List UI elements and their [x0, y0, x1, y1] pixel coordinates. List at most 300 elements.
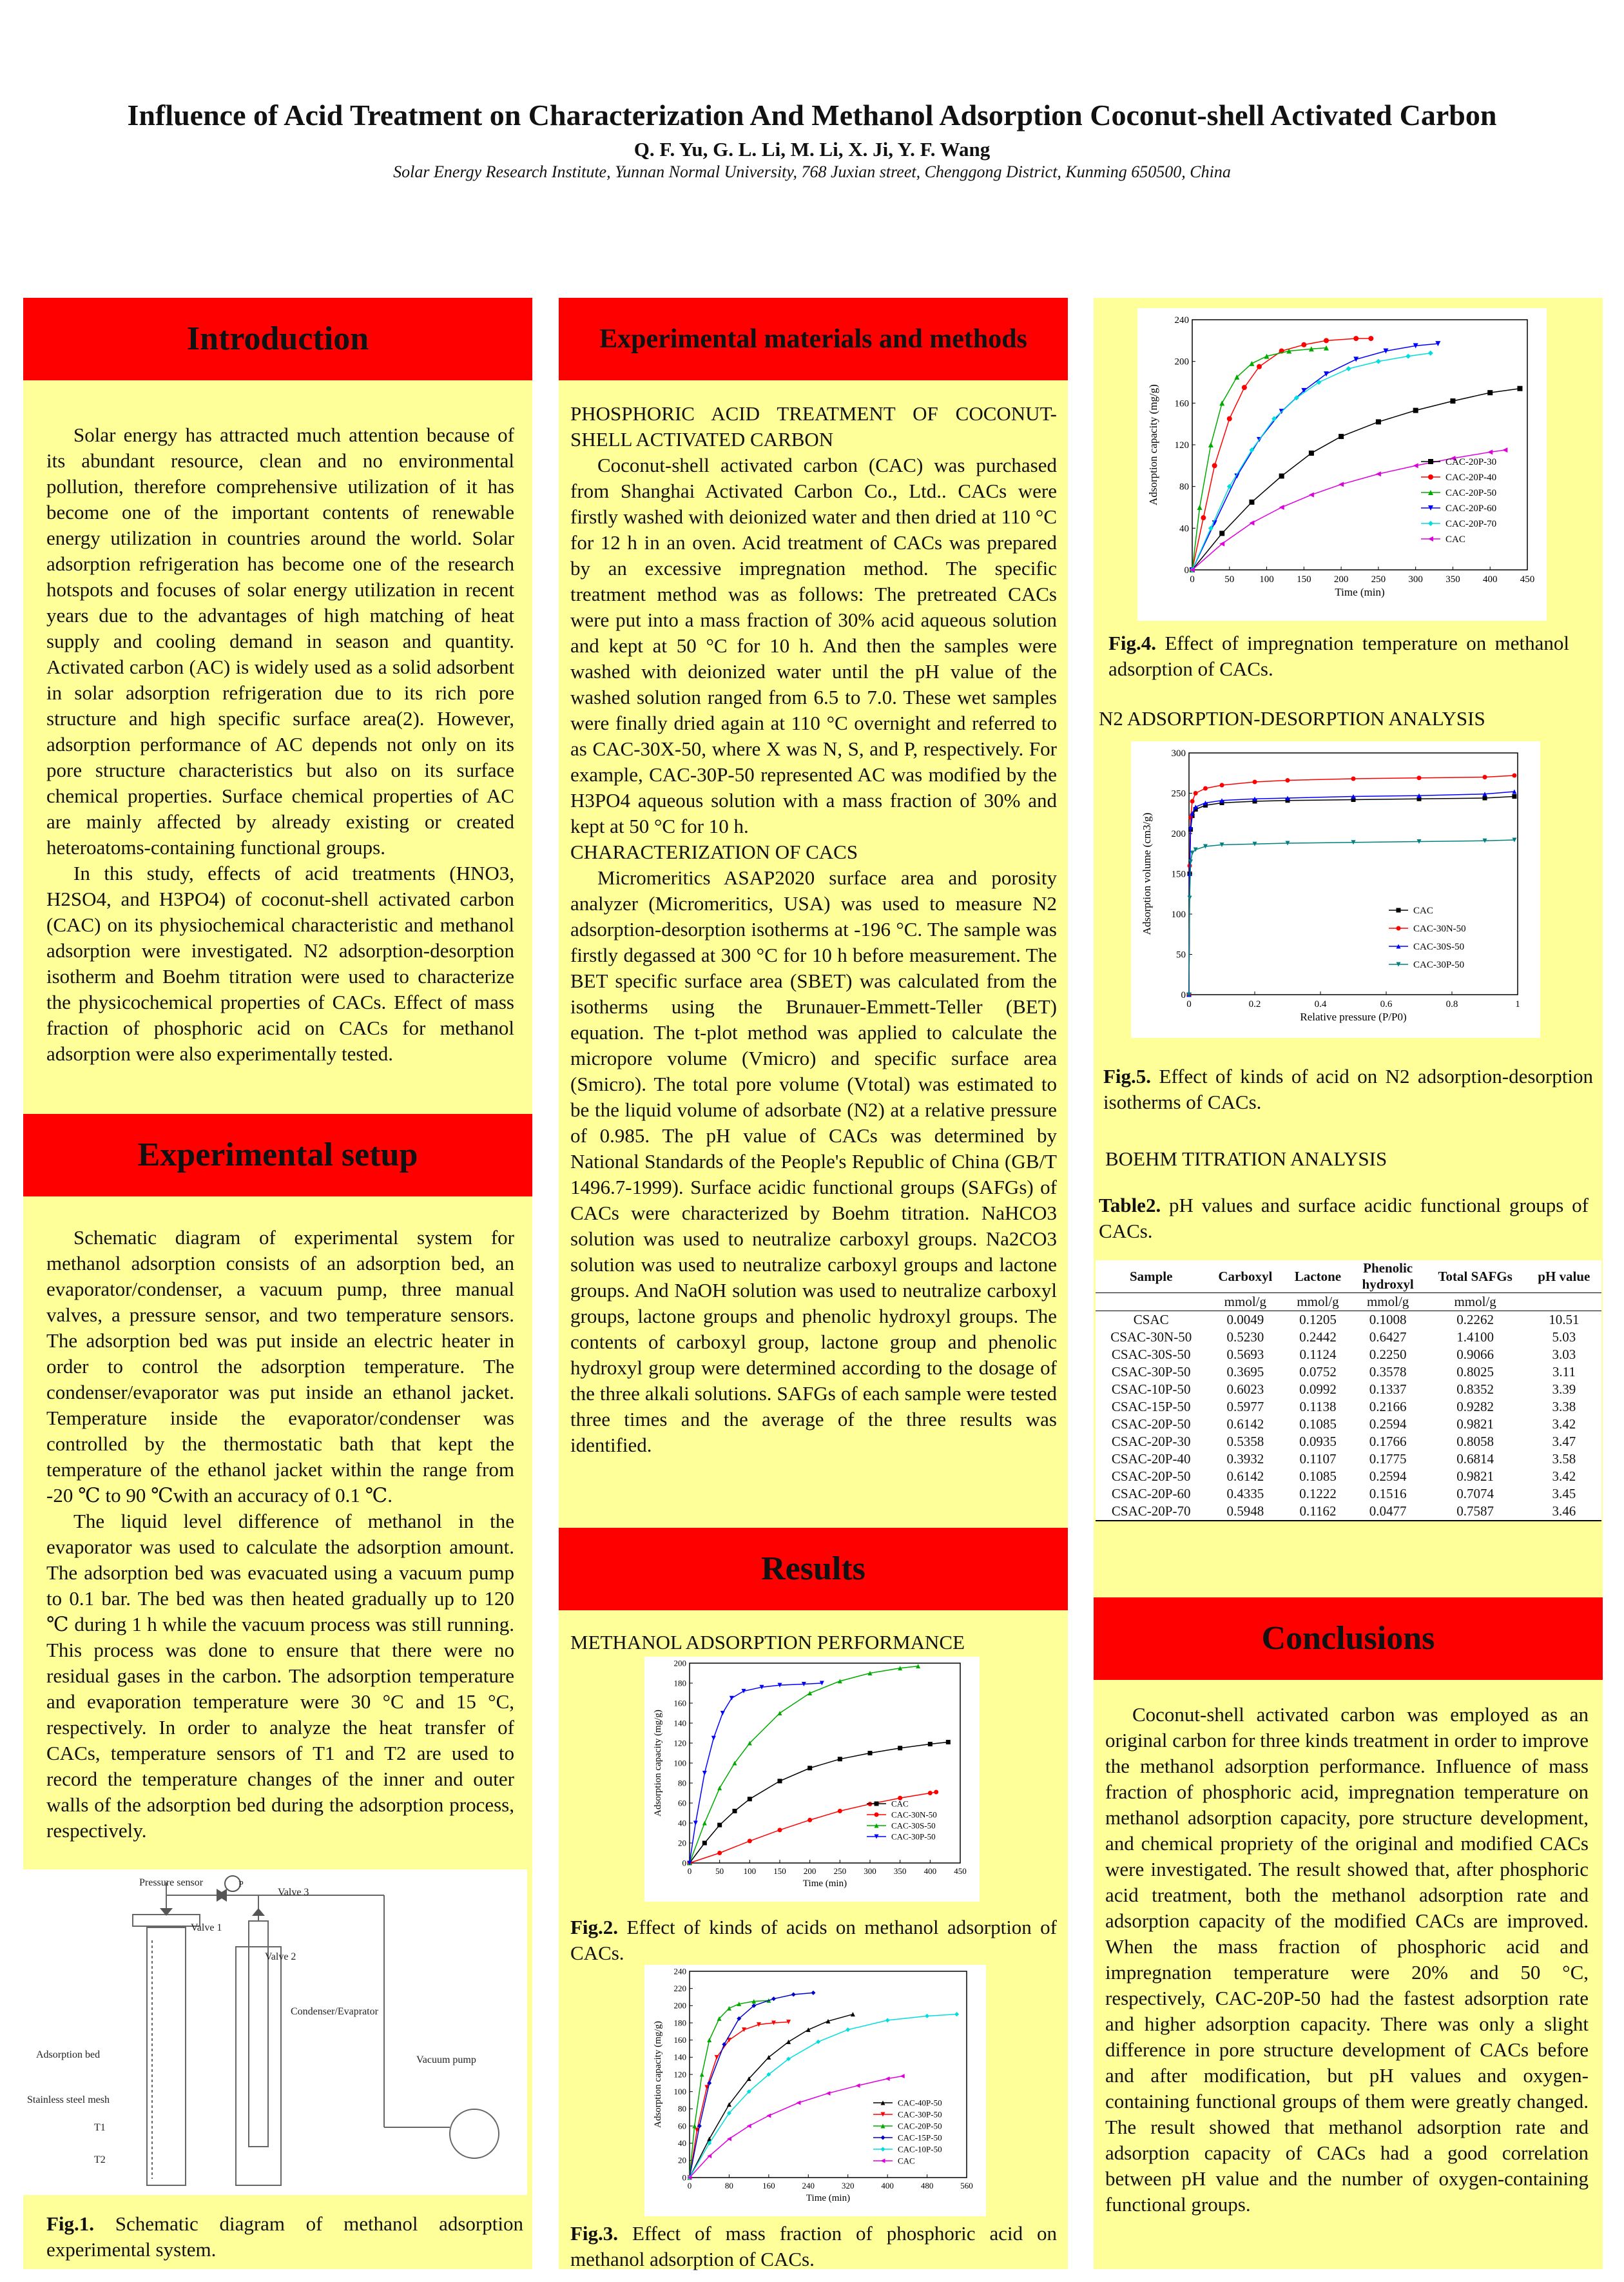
methods-paragraph-1: Coconut-shell activated carbon (CAC) was purchased from Shanghai Activated Carbon Co., Ltd.. CACs were firstly washed with deionized water and then dried at 110 °C for 12 h in an oven. Acid treatment of CACs was prepared by an excessive impregnation method. The specific treatment method was as follows: The pretreated CACs were put into a mass fraction of 30% acid aqueous solution and kept at 50 °C for 10 h. And then the samples were washed with deionized water until the pH value of the washed solution ranged from 6.5 to 7.0. These wet samples were finally dried again at 110 °C overnight and referred to as CAC-30X-50, where X was N, S, and P, respectively. For example, CAC-30P-50 represented AC was modified by the H3PO4 aqueous solution with a mass fraction of 30% and kept at 50 °C for 10 h. [570, 454, 1057, 837]
table-cell: 0.9066 [1456, 1347, 1494, 1362]
table-row [1096, 1503, 1601, 1521]
data-point [1483, 775, 1487, 779]
series-CAC-30N-50 [1187, 774, 1517, 997]
data-point [1253, 780, 1257, 785]
series-line [690, 2014, 853, 2178]
fig1-caption-text: Schematic diagram of methanol adsorption experimental system. [46, 2212, 523, 2261]
table-cell: 0.6142 [1226, 1468, 1264, 1484]
table-cell: 0.4335 [1226, 1486, 1264, 1501]
legend-label: CAC [891, 1799, 909, 1809]
methods-header [559, 298, 1068, 380]
table-cell: 0.6814 [1456, 1451, 1494, 1467]
x-tick-label: 0 [687, 2181, 692, 2190]
y-tick-label: 20 [678, 1838, 686, 1848]
y-tick-label: 200 [673, 2000, 686, 2011]
table-cell: 0.1337 [1369, 1381, 1407, 1397]
x-axis-label: Time (min) [1335, 586, 1385, 598]
data-point [1279, 474, 1284, 479]
x-tick-label: 250 [833, 1866, 847, 1876]
x-tick-label: 0.6 [1380, 999, 1393, 1009]
table-row [1096, 1485, 1601, 1503]
label-vacuum-pump: Vacuum pump [416, 2054, 476, 2065]
data-point [748, 1797, 752, 1801]
plot-frame [1192, 320, 1527, 570]
table-row [1096, 1416, 1601, 1433]
label-t1: T1 [94, 2122, 106, 2133]
valve2-shape [252, 1908, 265, 1916]
table-cell: 3.58 [1552, 1451, 1576, 1467]
y-tick-label: 0 [1184, 565, 1189, 576]
y-tick-label: 150 [1171, 869, 1186, 880]
data-point [1397, 908, 1401, 913]
data-point [846, 2027, 850, 2032]
y-tick-label: 140 [673, 2052, 686, 2062]
methods-heading: Experimental materials and methods [599, 324, 1027, 354]
legend [1421, 457, 1496, 545]
label-t2: T2 [94, 2154, 106, 2165]
legend-label: CAC-20P-30 [1445, 457, 1497, 467]
results-header [559, 1528, 1068, 1610]
fig4-svg [1137, 308, 1547, 621]
y-tick-label: 100 [673, 2087, 686, 2096]
x-tick-label: 0 [687, 1866, 692, 1876]
y-tick-label: 300 [1171, 748, 1186, 759]
data-point [1450, 398, 1455, 404]
data-point [1376, 359, 1381, 364]
data-point [1227, 416, 1232, 422]
table-cell: 0.1205 [1299, 1312, 1337, 1327]
table-cell: 0.2594 [1369, 1468, 1407, 1484]
table-cell: 0.2594 [1369, 1416, 1407, 1432]
x-tick-label: 0.2 [1248, 999, 1261, 1009]
table2-header-cell: Phenolic hydroxyl [1362, 1260, 1414, 1292]
data-point [727, 2006, 731, 2011]
data-point [807, 1818, 812, 1822]
conclusions-heading: Conclusions [1261, 1620, 1435, 1657]
poster-affiliation: Solar Energy Research Institute, Yunnan Normal University, 768 Juxian street, Chenggong District, Kunming 650500, China [393, 162, 1231, 181]
series-CAC-30P-50 [688, 1681, 824, 1866]
data-point [702, 1771, 707, 1775]
introduction-paragraph-1: Solar energy has attracted much attention because of its abundant resource, clean and no environmental pollution, therefore comprehensive utilization of it has become one of the important contents of renewable energy utilization in countries around the world. Solar adsorption refrigeration has become one of the research hotspots and focuses of solar energy utilization in recent years due to the advantages of high matching of heat supply and cooling demand in season and quantity. Activated carbon (AC) is widely used as a solid adsorbent in solar adsorption refrigeration due to its rich pore structure and high specific surface area(2). However, adsorption performance of AC depends not only on its pore structure characteristics but also on its surface chemical properties. Surface chemical properties of AC are mainly affected by already existing or created heteroatoms-containing functional groups. [46, 424, 514, 859]
legend-label: CAC-30P-50 [898, 2109, 942, 2120]
setup-header [23, 1114, 532, 1196]
data-point [1376, 471, 1381, 476]
data-point [1339, 434, 1344, 439]
x-tick-label: 100 [743, 1866, 757, 1876]
bed-flange [133, 1915, 200, 1926]
x-tick-label: 240 [802, 2181, 815, 2190]
data-point [1309, 492, 1314, 498]
table-cell: 0.7074 [1456, 1486, 1494, 1501]
fig1-caption [46, 2211, 523, 2263]
data-point [722, 2042, 726, 2047]
table-cell: 0.5358 [1226, 1434, 1264, 1449]
data-point [1301, 342, 1306, 347]
x-tick-label: 400 [1482, 574, 1498, 585]
table-cell: CSAC-20P-70 [1096, 1503, 1206, 1521]
label-condenser: Condenser/Evaprator [291, 2006, 378, 2017]
x-tick-label: 50 [715, 1866, 724, 1876]
y-tick-label: 0 [682, 2172, 686, 2183]
data-point [1201, 515, 1206, 520]
table-row [1096, 1433, 1601, 1450]
data-point [875, 1802, 879, 1806]
y-tick-label: 40 [678, 1818, 686, 1828]
x-tick-label: 300 [1408, 574, 1423, 585]
table-cell: 0.0752 [1299, 1364, 1337, 1380]
fig2-caption-text: Effect of kinds of acids on methanol adsorption of CACs. [570, 1916, 1057, 1964]
table-cell: 3.45 [1552, 1486, 1576, 1501]
series-CAC-20P-60 [1190, 341, 1440, 572]
series-line [690, 2022, 789, 2178]
fig3-caption [570, 2221, 1057, 2272]
fig2-svg [644, 1657, 980, 1902]
legend-label: CAC-40P-50 [898, 2098, 942, 2108]
table-cell: 0.3932 [1226, 1451, 1264, 1467]
table-cell: CSAC [1133, 1312, 1169, 1327]
data-point [1428, 521, 1433, 526]
data-point [1428, 536, 1433, 541]
y-tick-label: 160 [1174, 398, 1189, 409]
y-tick-label: 250 [1171, 788, 1186, 799]
label-valve1: Valve 1 [191, 1922, 222, 1933]
results-heading: Results [761, 1550, 865, 1587]
methods-text [570, 401, 1057, 1458]
data-point [1487, 449, 1493, 454]
table2-unit-cell [1096, 1293, 1206, 1311]
condenser-shape [236, 1947, 281, 2185]
data-point [1197, 505, 1203, 510]
table-cell: CSAC-20P-60 [1111, 1486, 1191, 1501]
y-tick-label: 80 [678, 2103, 686, 2114]
table-cell: 0.8352 [1456, 1381, 1494, 1397]
x-tick-label: 150 [1297, 574, 1311, 585]
data-point [1487, 390, 1493, 395]
poster-title: Influence of Acid Treatment on Characterization And Methanol Adsorption Coconut-shell Activated Carbon [127, 99, 1497, 132]
data-point [720, 1711, 725, 1715]
series-line [690, 1683, 822, 1863]
table2-unit-cell: mmol/g [1206, 1293, 1284, 1311]
table-row [1096, 1398, 1601, 1416]
x-tick-label: 450 [954, 1866, 967, 1876]
data-point [771, 1996, 776, 2001]
setup-paragraph-1: Schematic diagram of experimental system for methanol adsorption consists of an adsorption bed, an evaporator/condenser, a vacuum pump, three manual valves, a pressure sensor, and two temperature sensors. The adsorption bed was put inside an electric heater in order to control the adsorption temperature. The condenser/evaporator was put inside an ethanol jacket. Temperature inside the evaporator/condenser was controlled by the thermostatic bath that kept the temperature of the ethanol jacket within the range from -20 ℃ to 90 ℃with an accuracy of 0.1 ℃. [46, 1226, 514, 1507]
table-cell: 0.2262 [1456, 1312, 1494, 1327]
x-tick-label: 80 [724, 2181, 733, 2190]
table-cell: 0.1085 [1299, 1416, 1337, 1432]
data-point [1212, 463, 1217, 468]
data-point [928, 1742, 933, 1746]
series-CAC [1187, 794, 1517, 997]
legend-label: CAC-30N-50 [1413, 924, 1466, 934]
table-cell: 0.5230 [1226, 1329, 1264, 1345]
table-cell: 0.1516 [1369, 1486, 1407, 1501]
data-point [1203, 786, 1208, 791]
table-cell: CSAC-10P-50 [1111, 1381, 1191, 1397]
fig5-chart [1131, 741, 1540, 1038]
table-row [1096, 1450, 1601, 1468]
table-cell: 3.38 [1552, 1399, 1576, 1414]
legend-label: CAC-20P-70 [1445, 519, 1497, 529]
y-tick-label: 50 [1176, 950, 1186, 961]
table-row [1096, 1468, 1601, 1485]
x-tick-label: 560 [960, 2181, 973, 2190]
table2-header-cell: pH value [1538, 1268, 1590, 1284]
data-point [1309, 451, 1314, 456]
table2-header-cell: Sample [1129, 1268, 1173, 1284]
conclusions-header [1094, 1597, 1603, 1680]
table-cell: 0.9821 [1456, 1468, 1494, 1484]
table-cell: 0.5948 [1206, 1503, 1284, 1521]
x-tick-label: 400 [923, 1866, 937, 1876]
x-tick-label: 200 [803, 1866, 817, 1876]
table-cell: 1.4100 [1456, 1329, 1494, 1345]
table-cell: CSAC-20P-30 [1111, 1434, 1191, 1449]
y-tick-label: 180 [673, 2018, 686, 2028]
table-cell: CSAC-20P-50 [1111, 1468, 1191, 1484]
table-cell: CSAC-20P-40 [1111, 1451, 1191, 1467]
x-axis-label: Time (min) [802, 1878, 847, 1889]
introduction-text [46, 422, 514, 1067]
data-point [702, 1841, 707, 1846]
series-line [690, 2076, 902, 2178]
data-point [934, 1790, 938, 1794]
data-point [1428, 459, 1433, 464]
table-cell: 3.11 [1552, 1364, 1576, 1380]
y-tick-label: 0 [682, 1858, 686, 1868]
table-cell: 0.0992 [1299, 1381, 1337, 1397]
y-tick-label: 0 [1181, 990, 1186, 1000]
table-cell: 0.1162 [1284, 1503, 1351, 1521]
y-tick-label: 100 [673, 1758, 686, 1768]
fig2-caption-label: Fig.2. [570, 1916, 619, 1938]
label-valve3: Valve 3 [278, 1887, 309, 1898]
table2-unit-cell [1527, 1293, 1601, 1311]
y-tick-label: 180 [673, 1678, 686, 1688]
fig1-caption-label: Fig.1. [46, 2212, 95, 2235]
fig1-schematic [23, 1869, 527, 2195]
table-cell: 5.03 [1552, 1329, 1576, 1345]
data-point [898, 1746, 902, 1750]
x-tick-label: 300 [864, 1866, 876, 1876]
data-point [1512, 794, 1516, 799]
y-tick-label: 120 [673, 1738, 686, 1748]
series-line [1189, 775, 1514, 995]
table-cell: 0.2166 [1369, 1399, 1407, 1414]
data-point [1353, 336, 1358, 341]
data-point [1351, 777, 1356, 781]
table2-header-row [1096, 1260, 1601, 1293]
table2-unit-cell: mmol/g [1424, 1293, 1527, 1311]
data-point [881, 2136, 885, 2140]
table2-units-row [1096, 1293, 1601, 1311]
data-point [1249, 361, 1254, 366]
introduction-paragraph-2: In this study, effects of acid treatments (HNO3, H2SO4, and H3PO4) of coconut-shell activated carbon (CAC) on its physiochemical characteristic and methanol adsorption were investigated. N2 adsorption-desorption isotherm and Boehm titration were used to characterize the physicochemical properties of CACs. Effect of mass fraction of phosphoric acid on CACs for methanol adsorption were also experimentally tested. [46, 862, 514, 1065]
results-subheading: METHANOL ADSORPTION PERFORMANCE [570, 1631, 965, 1653]
data-point [693, 1821, 698, 1826]
table-cell: CSAC-30S-50 [1111, 1347, 1191, 1362]
data-point [1339, 482, 1344, 487]
table2-unit-cell: mmol/g [1284, 1293, 1351, 1311]
legend-label: CAC-20P-50 [898, 2121, 942, 2131]
fig5-svg [1131, 741, 1540, 1038]
data-point [1428, 351, 1433, 356]
data-point [1194, 805, 1198, 809]
y-axis-label: Adsorption capacity (mg/g) [653, 2021, 663, 2128]
y-tick-label: 120 [1174, 440, 1189, 451]
x-tick-label: 200 [1333, 574, 1349, 585]
schematic-svg [23, 1869, 527, 2195]
y-tick-label: 20 [678, 2155, 686, 2165]
fig3-chart [644, 1965, 986, 2216]
data-point [1249, 500, 1254, 505]
legend-label: CAC [1413, 906, 1433, 916]
fig5-caption-label: Fig.5. [1103, 1065, 1152, 1087]
table2-caption-text: pH values and surface acidic functional groups of CACs. [1099, 1194, 1589, 1242]
legend-label: CAC-20P-40 [1445, 473, 1497, 483]
data-point [730, 1696, 734, 1701]
data-point [868, 1751, 873, 1755]
data-point [1353, 356, 1358, 362]
x-tick-label: 450 [1520, 574, 1535, 585]
y-tick-label: 220 [673, 1984, 686, 1993]
label-valve2: Valve 2 [265, 1951, 296, 1962]
table-row [1096, 1381, 1601, 1398]
data-point [702, 1821, 707, 1826]
table-cell: 3.42 [1552, 1416, 1576, 1432]
setup-text [46, 1225, 514, 1844]
data-point [838, 1809, 842, 1813]
series-CAC-30P-50 [688, 2020, 791, 2180]
legend [867, 1799, 937, 1841]
y-tick-label: 120 [673, 2069, 686, 2080]
fig4-caption-text: Effect of impregnation temperature on methanol adsorption of CACs. [1108, 632, 1569, 680]
y-tick-label: 240 [1174, 315, 1189, 326]
table-cell: 0.1085 [1299, 1468, 1337, 1484]
data-point [1194, 791, 1198, 795]
series-CAC-20P-40 [1190, 336, 1373, 572]
table2-caption [1099, 1193, 1589, 1244]
y-tick-label: 200 [673, 1658, 686, 1668]
y-tick-label: 200 [1171, 829, 1186, 839]
methods-paragraph-2: Micromeritics ASAP2020 surface area and porosity analyzer (Micromeritics, USA) was used to measure N2 adsorption-desorption isotherms at -196 °C. The sample was firstly degassed at 300 °C for 10 h before measurement. The BET specific surface area (SBET) was calculated from the isotherms using the Brunauer-Emmett-Teller (BET) equation. The t-plot method was applied to calculate the micropore volume (Vmicro) and specific surface area (Smicro). The total pore volume (Vtotal) was estimated to be the liquid volume of adsorbate (N2) at a relative pressure of 0.985. The pH value of CACs was determined by National Standards of the People's Republic of China (GB/T 1496.7-1999). Surface acidic functional groups (SAFGs) of CACs were characterized by Boehm titration. NaHCO3 solution was used to neutralize carboxyl groups. Na2CO3 solution was used to neutralize carboxyl groups and lactone groups. And NaOH solution was used to neutralize carboxyl groups, lactone groups and phenolic hydroxyl groups. The contents of carboxyl group, lactone group and phenolic hydroxyl group were determined according to the dosage of the three alkali solutions. SAFGs of each sample were tested three times and the average of the three results was identified. [570, 866, 1057, 1456]
table-cell: 3.42 [1552, 1468, 1576, 1484]
conclusions-text [1105, 1702, 1589, 2218]
legend-label: CAC-30P-50 [891, 1831, 936, 1842]
conclusions-paragraph: Coconut-shell activated carbon was employed as an original carbon for three kinds treatment in order to improve the methanol adsorption performance. Influence of mass fraction of phosphoric acid, impregnation temperature on methanol adsorption capacity, pore structure development, and chemical propriety of the original and modified CACs were investigated. The result showed that, after phosphoric acid treatment, both the methanol adsorption rate and adsorption capacity of the modified CACs are improved. When the mass fraction of phosphoric acid and impregnation temperature were 20% and 50 °C, respectively, CAC-20P-50 had the fastest adsorption rate and higher adsorption capacity. There was only a slight difference in pore structure development of CACs before and after modification, but pH values and oxygen-containing functional groups of them were greatly changed. The result showed that methanol adsorption rate and adsorption capacity of CACs had a good correlation between pH value and the number of oxygen-containing functional groups. [1105, 1703, 1589, 2216]
data-point [1324, 338, 1329, 343]
series-line [1192, 344, 1438, 570]
x-axis-label: Time (min) [806, 2193, 851, 2203]
table2-unit-cell: mmol/g [1352, 1293, 1424, 1311]
series-CAC-30S-50 [688, 1664, 921, 1865]
table-row [1096, 1311, 1601, 1329]
y-tick-label: 80 [1179, 482, 1189, 492]
table-cell: CSAC-30N-50 [1110, 1329, 1192, 1345]
label-pressure-sensor: Pressure sensor [139, 1877, 204, 1888]
table-cell: CSAC-20P-50 [1111, 1416, 1191, 1432]
data-point [1219, 400, 1224, 405]
legend-label: CAC [898, 2156, 915, 2166]
x-tick-label: 160 [762, 2181, 775, 2190]
data-point [806, 2027, 811, 2032]
fig2-caption [570, 1915, 1057, 1966]
legend [873, 2098, 942, 2165]
series-line [1189, 797, 1514, 995]
data-point [1242, 385, 1247, 390]
data-point [856, 2083, 860, 2088]
fig5-caption [1103, 1064, 1593, 1115]
table-cell: 0.3695 [1226, 1364, 1264, 1380]
table-cell: 0.6427 [1369, 1329, 1407, 1345]
data-point [807, 1691, 812, 1695]
y-axis-label: Adsorption capacity (mg/g) [1147, 384, 1159, 505]
data-point [778, 1828, 782, 1832]
data-point [778, 1779, 782, 1783]
legend-label: CAC-30S-50 [891, 1820, 936, 1831]
legend-label: CAC-20P-60 [1445, 503, 1497, 514]
data-point [717, 1786, 722, 1790]
table-cell: 0.8058 [1456, 1434, 1494, 1449]
y-tick-label: 60 [678, 2121, 686, 2131]
legend-label: CAC-30S-50 [1413, 942, 1465, 952]
data-point [900, 2074, 905, 2078]
table-row [1096, 1363, 1601, 1381]
table-cell: 0.5693 [1226, 1347, 1264, 1362]
series-CAC-20P-70 [1190, 351, 1433, 572]
series-line [1189, 792, 1514, 995]
legend-label: CAC-10P-50 [898, 2144, 942, 2154]
fig4-caption [1108, 630, 1569, 682]
data-point [1279, 505, 1284, 510]
fig4-caption-label: Fig.4. [1108, 632, 1157, 654]
series-CAC-20P-50 [1190, 346, 1329, 572]
fig2-chart [644, 1657, 980, 1902]
data-point [766, 2114, 771, 2118]
data-point [1483, 796, 1487, 801]
data-point [1346, 366, 1351, 371]
data-point [925, 2014, 929, 2018]
x-tick-label: 250 [1371, 574, 1386, 585]
data-point [1417, 775, 1422, 780]
data-point [1517, 386, 1522, 391]
table-cell: 0.2442 [1299, 1329, 1337, 1345]
introduction-header [23, 298, 532, 380]
table-cell: 0.9821 [1456, 1416, 1494, 1432]
x-tick-label: 100 [1259, 574, 1274, 585]
setup-paragraph-2: The liquid level difference of methanol in the evaporator was used to calculate the adsorption amount. The adsorption bed was evacuated using a vacuum pump to 0.1 bar. The bed was then heated gradually up to 120 ℃ during 1 h while the vacuum process was still running. This process was done to ensure that there were no residual gases in the carbon. The adsorption temperature and evaporation temperature were 30 °C and 15 °C, respectively. In order to analyze the heat transfer of CACs, temperature sensors of T1 and T2 are used to record the temperature changes of the inner and outer walls of the adsorption bed during the adsorption process, respectively. [46, 1510, 514, 1842]
data-point [1257, 364, 1262, 369]
table-cell: 10.51 [1549, 1312, 1580, 1327]
data-point [928, 1791, 933, 1795]
data-point [816, 2040, 820, 2044]
table-cell: 3.46 [1527, 1503, 1601, 1521]
data-point [700, 2072, 704, 2077]
table2 [1096, 1260, 1601, 1521]
series-line [1192, 338, 1371, 570]
y-tick-label: 60 [678, 1798, 686, 1808]
data-point [796, 2101, 800, 2105]
table-cell: 0.1138 [1299, 1399, 1337, 1414]
x-tick-label: 400 [881, 2181, 894, 2190]
x-tick-label: 0.4 [1314, 999, 1327, 1009]
label-p: P [238, 1880, 244, 1889]
data-point [711, 1736, 716, 1741]
x-tick-label: 480 [920, 2181, 934, 2190]
y-tick-label: 40 [1179, 523, 1189, 534]
data-point [875, 1813, 879, 1817]
data-point [881, 2159, 885, 2163]
